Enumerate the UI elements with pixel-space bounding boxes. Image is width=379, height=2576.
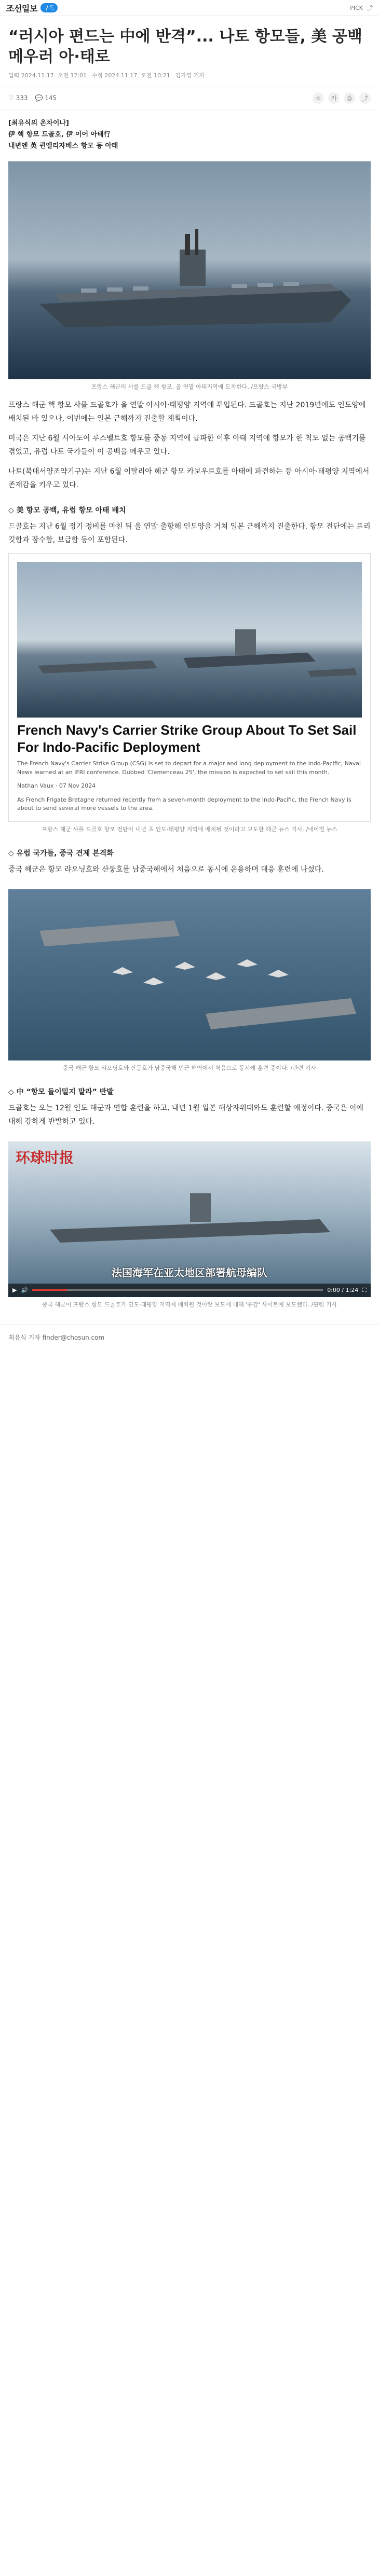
image-caption: 중국 해군 항모 랴오닝호와 산둥호가 남중국해 인근 해역에서 처음으로 동시에 훈련 중이다. /관련 기사 [62,1064,317,1071]
paragraph: 프랑스 해군 핵 항모 샤를 드골호가 올 연말 아시아·태평양 지역에 투입된다. 드골호는 지난 2019년에도 인도양에 배치된 바 있으나, 이번에는 일본 근해까지 진출할 계획이다. [8,401,366,423]
comment-count: 145 [45,94,57,102]
like-button[interactable]: ♡ 333 [8,94,28,102]
share-icon[interactable]: ⤴ [359,92,371,104]
published-date: 입력 2024.11.17. 오전 12:01 [8,72,87,79]
fleet-photo [8,889,371,1060]
headline: “러시아 편드는 中에 반격”... 나토 항모들, 美 공백 메우러 아·태로 [8,27,362,66]
image-caption: 중국 해군이 프랑스 항모 드골호가 인도·태평양 지역에 배치될 것이란 보도에 대해 '유감' 사이트에 보도했다. /관련 기사 [42,1301,337,1308]
pick-label[interactable]: PICK [350,4,363,11]
video-controls [8,1284,371,1297]
subscribe-badge[interactable]: 구독 [40,3,58,12]
text-size-icon[interactable]: 가 [328,92,340,104]
paragraph: 미국은 지난 6월 시아도어 루스벨트호 항모를 중동 지역에 급파한 이후 아태 지역에 항모가 한 척도 없는 공백기를 겪었고, 유럽 나토 국가들이 이 공백을 메우고 있다. [8,434,366,456]
subheading: ◇ 美 항모 공백, 유럽 항모 아태 배치 [8,506,126,515]
subheading: ◇ 中 “항모 들이밀지 말라” 반발 [8,1087,114,1096]
updated-date: 수정 2024.11.17. 오전 10:21 [91,72,170,79]
print-icon[interactable]: ⎙ [344,92,355,104]
reaction-bar [0,87,379,109]
paragraph: 나토(북대서양조약기구)는 지난 6월 이탈리아 해군 항모 카보우르호를 아태에 파견하는 등 아시아·태평양 지역에서 존재감을 키우고 있다. [8,467,370,489]
like-count: 333 [16,94,28,102]
video-player[interactable] [8,1141,371,1297]
video-logo: 环球时报 [16,1149,74,1166]
article-meta [0,71,379,82]
video-progress[interactable] [32,1289,323,1291]
bookmark-icon[interactable]: ☆ [313,92,324,104]
news-screenshot-card [8,553,371,822]
subheading: ◇ 유럽 국가들, 중국 견제 본격화 [8,849,114,858]
card-byline: Nathan Vaux · 07 Nov 2024 [17,782,96,790]
share-icon[interactable]: ⤴ [367,5,373,11]
tool-icons [313,92,371,104]
paragraph: 드골호는 지난 6월 정기 정비를 마친 뒤 올 연말 출항해 인도양을 거쳐 일본 근해까지 진출한다. 항모 전단에는 프리깃함과 잠수함, 보급함 등이 포함된다. [8,522,371,544]
fullscreen-icon[interactable]: ⛶ [362,1286,367,1293]
paragraph: 중국 해군은 항모 랴오닝호와 산둥호를 남중국해에서 처음으로 동시에 운용하며 대응 훈련에 나섰다. [8,865,324,874]
carrier-photo [8,161,371,379]
summary-box [0,114,379,152]
top-bar [0,0,379,16]
paragraph: 드골호는 오는 12월 인도 해군과 연합 훈련을 하고, 내년 1월 일본 해상자위대와도 훈련할 예정이다. 중국은 이에 대해 강하게 반발하고 있다. [8,1104,363,1126]
card-title[interactable]: French Navy's Carrier Strike Group About To Set Sail For Indo-Pacific Deployment [17,722,357,755]
footer: 최유식 기자 finder@chosun.com [0,1324,379,1350]
ships-photo [17,562,362,718]
top-right [350,4,373,12]
play-icon[interactable]: ▶ [12,1287,17,1294]
summary-line: [최유식의 온차이나] [8,119,69,127]
summary-line: 伊 핵 항모 드골호, 伊 이어 아태行 [8,131,111,139]
brand-logo[interactable]: 조선일보 [6,3,37,13]
author-name[interactable]: 김가영 기자 [175,72,205,79]
card-description: The French Navy's Carrier Strike Group (CSG) is set to depart for a major and long deployment to the Indo-Pacific, Naval News learned at an IFRI conference. Dubbed 'Clemenceau 25', the mission is expected to set sail this month. [17,760,361,776]
card-body: As French Frigate Bretagne returned recently from a seven-month deployment to the Indo-Pacific, the French Navy is about to send several more vessels to the area. [17,796,351,812]
image-caption: 프랑스 해군의 샤를 드골 핵 항모. 올 연말 아태지역에 도착한다. /프랑스 국방부 [91,383,288,391]
summary-line: 내년엔 英 퀸엘리자베스 항모 등 아태 [8,142,118,150]
comment-button[interactable]: 💬 145 [35,94,57,102]
image-caption: 프랑스 해군 샤를 드골호 항모 전단이 내년 초 인도·태평양 지역에 배치될 것이라고 보도한 해군 뉴스 기사. /네이벌 뉴스 [42,825,337,833]
video-overlay-text: 法国海军在亚太地区部署航母编队 [112,1266,267,1279]
video-time: 0:00 / 1:24 [327,1287,359,1294]
volume-icon[interactable]: 🔊 [21,1287,29,1294]
